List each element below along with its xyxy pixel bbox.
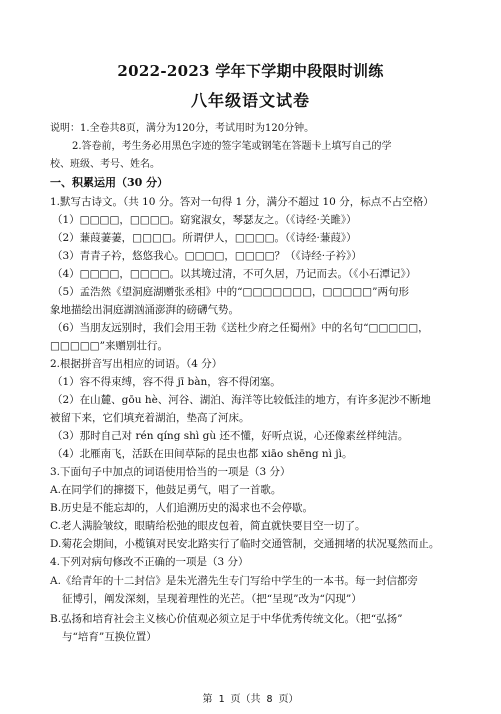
q1-item: （1）□□□□，□□□□。窈窕淑女，琴瑟友之。（《诗经·关雎》） xyxy=(52,214,357,226)
q2-item-cont: 被留下来，它们填充着湖泊，垫高了河床。 xyxy=(50,412,250,424)
q1-item: （2）蒹葭萋萋，□□□□。所谓伊人，□□□□。（《诗经·蒹葭》） xyxy=(52,232,357,244)
q2-stem: 2.根据拼音写出相应的词语。（4 分） xyxy=(50,358,223,370)
q3-option-a: A.在同学们的撺掇下，他鼓足勇气，唱了一首歌。 xyxy=(50,484,282,496)
q2-item: （1）容不得束缚，容不得 jī bàn，容不得闭塞。 xyxy=(52,376,281,388)
q3-option-c: C.老人满脸皱纹，眼睛给松弛的眼皮包着，简直就快要目空一切了。 xyxy=(50,520,366,532)
q1-item: （6）当朋友远别时，我们会用王勃《送杜少府之任蜀州》中的名句“□□□□□， xyxy=(52,322,429,334)
q4-option-a-cont: 征博引，阐发深刻，呈现着理性的光芒。（把“呈现”改为“闪现”） xyxy=(62,593,362,605)
q1-item: （5）孟浩然《望洞庭湖赠张丞相》中的“□□□□□□□，□□□□□”两句形 xyxy=(52,286,409,298)
note-line-1: 说明：1.全卷共8页，满分为120分，考试用时为120分钟。 xyxy=(50,123,315,134)
q4-option-b-cont: 与“培育”互换位置） xyxy=(62,631,157,643)
q4-stem: 4.下列对病句修改不正确的一项是（3 分） xyxy=(50,556,249,568)
exam-subtitle: 八年级语文试卷 xyxy=(190,91,310,110)
q2-item: （3）那时自己对 rén qíng shì gù 还不懂，好听点说，心还像素丝样纯洁。 xyxy=(52,430,409,442)
q2-item: （4）北雁南飞，活跃在田间草际的昆虫也都 xiāo shēng nì jì。 xyxy=(52,448,353,460)
q3-option-b: B.历史是不能忘却的，人们追溯历史的渴求也不会停歇。 xyxy=(50,502,314,514)
q3-stem: 3.下面句子中加点的词语使用恰当的一项是（3 分） xyxy=(50,466,291,478)
q1-item-cont: □□□□□”来赠别壮行。 xyxy=(50,340,168,352)
page-number: 第 1 页（共 8 页） xyxy=(202,694,299,705)
note-line-2: 2.答卷前，考生务必用黑色字迹的签字笔或钢笔在答题卡上填写自己的学 xyxy=(72,141,392,152)
q1-item-cont: 象地描绘出洞庭湖汹涌澎湃的磅礴气势。 xyxy=(50,304,239,316)
q4-option-a: A.《给青年的十二封信》是朱光潜先生专门写给中学生的一本书。每一封信都旁 xyxy=(50,575,418,587)
q1-stem: 1.默写古诗文。（共 10 分。答对一句得 1 分，满分不超过 10 分，标点不占空格） xyxy=(50,196,434,208)
exam-title: 2022-2023 学年下学期中段限时训练 xyxy=(117,62,384,80)
section-1-title: 一、积累运用（30 分） xyxy=(50,176,169,189)
q3-option-d: D.菊花会期间，小榄镇对民安北路实行了临时交通管制，交通拥堵的状况戛然而止。 xyxy=(50,538,440,550)
q1-item: （4）□□□□，□□□□。以其境过清，不可久居，乃记而去。（《小石潭记》） xyxy=(52,268,417,280)
note-line-3: 校、班级、考号、姓名。 xyxy=(50,159,160,170)
q2-item: （2）在山麓、gōu hè、河谷、湖泊、海洋等比较低洼的地方，有许多泥沙不断地 xyxy=(52,394,431,406)
q4-option-b: B.弘扬和培育社会主义核心价值观必须立足于中华优秀传统文化。（把“弘扬” xyxy=(50,613,403,625)
q1-item: （3）青青子衿，悠悠我心。□□□□，□□□□？（《诗经·子衿》） xyxy=(52,250,362,262)
